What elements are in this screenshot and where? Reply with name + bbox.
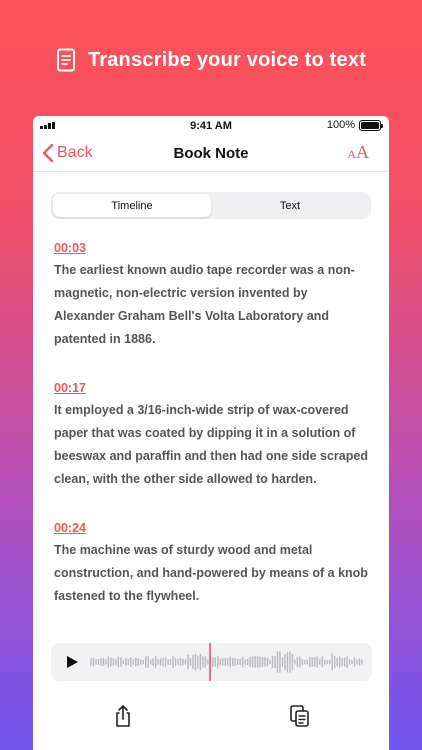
transcript-list	[33, 219, 389, 608]
audio-player	[51, 643, 372, 681]
promo-headline: Transcribe your voice to text	[87, 48, 367, 71]
font-size-small-glyph: A	[347, 147, 356, 161]
battery-icon	[359, 120, 381, 131]
page-title: Book Note	[173, 145, 249, 162]
transcript-entry	[54, 239, 369, 351]
status-time: 9:41 AM	[190, 120, 232, 132]
tab-timeline[interactable]: Timeline	[53, 194, 211, 217]
document-icon	[56, 48, 76, 72]
transcript-text: It employed a 3/16-inch-wide strip of wax-covered paper that was coated by dipping it in a solution of beeswax and paraffin and then had one side scraped clean, with the other side allowed to harden.	[54, 403, 368, 486]
back-button[interactable]	[41, 143, 93, 163]
font-size-button[interactable]	[347, 142, 369, 163]
share-icon	[113, 704, 133, 728]
copy-button[interactable]	[287, 702, 313, 730]
play-icon	[65, 655, 79, 669]
play-button[interactable]	[55, 643, 89, 681]
copy-icon	[289, 704, 311, 728]
chevron-left-icon	[41, 143, 55, 163]
waveform	[89, 643, 364, 681]
waveform-scrubber[interactable]	[89, 643, 364, 681]
bottom-toolbar	[33, 702, 389, 732]
tab-text[interactable]: Text	[279, 199, 301, 212]
back-label: Back	[57, 144, 93, 161]
view-segmented-control	[51, 192, 371, 219]
transcript-entry	[54, 519, 369, 608]
transcript-entry	[54, 379, 369, 491]
status-bar	[33, 116, 389, 136]
battery-percent: 100%	[326, 119, 355, 131]
transcript-text: The machine was of sturdy wood and metal construction, and hand-powered by means of a knob fastened to the flywheel.	[54, 543, 368, 603]
promo-header	[0, 44, 422, 76]
battery-status	[327, 119, 381, 131]
transcript-text: The earliest known audio tape recorder was a non-magnetic, non-electric version invented by Alexander Graham Bell's Volta Laboratory and patented in 1886.	[54, 263, 355, 346]
navigation-bar	[33, 136, 389, 172]
cellular-signal-icon	[40, 122, 55, 129]
timestamp-link[interactable]: 00:17	[54, 381, 86, 395]
phone-screen	[33, 116, 389, 750]
share-button[interactable]	[110, 702, 136, 730]
timestamp-link[interactable]: 00:24	[54, 521, 86, 535]
font-size-big-glyph: A	[356, 142, 369, 162]
timestamp-link[interactable]: 00:03	[54, 241, 86, 255]
